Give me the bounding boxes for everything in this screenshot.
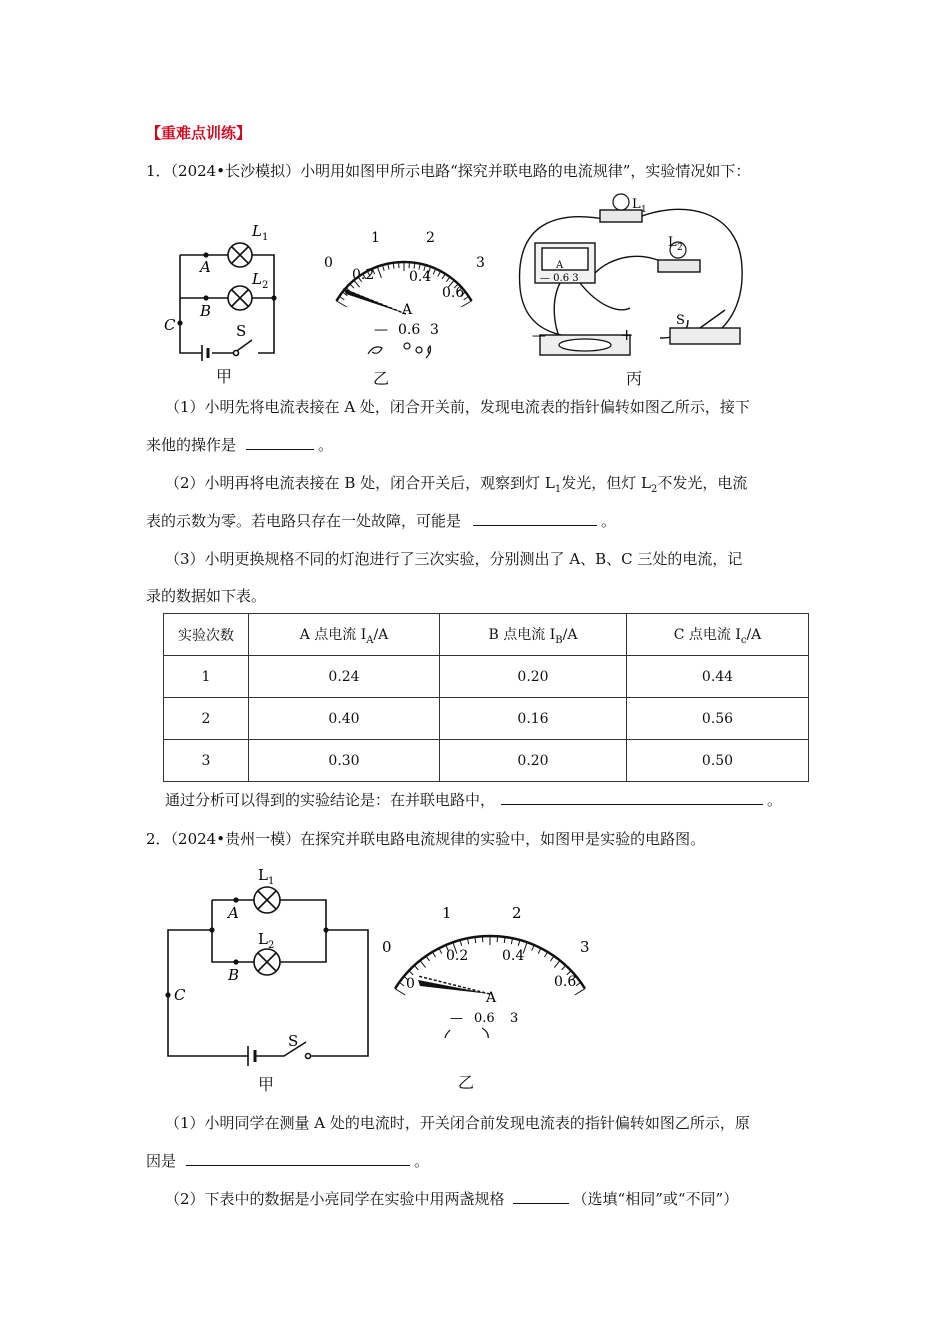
q1-tick-0: 0 xyxy=(324,255,333,271)
q1-photo-l1-sub: 1 xyxy=(641,205,647,215)
scale-tick xyxy=(350,284,354,288)
table-row xyxy=(164,656,809,698)
q2-sub1-line2: 因是 。 xyxy=(146,1152,430,1170)
q1-tick-04: 0.4 xyxy=(409,269,432,285)
q1-term-06: 0.6 xyxy=(398,322,421,338)
q2-stem: 2．（2024•贵州一模）在探究并联电路电流规律的实验中，如图甲是实验的电路图。 xyxy=(146,830,706,848)
q2-l1-sub: 1 xyxy=(268,876,275,887)
q2-sub2-line: （2）下表中的数据是小亮同学在实验中用两盏规格 （选填“相同”或“不同”） xyxy=(165,1190,739,1208)
table-cell: 0.20 xyxy=(440,656,627,698)
q1-l1-sub: 1 xyxy=(262,232,269,243)
q1-sub3-line1: （3）小明更换规格不同的灯泡进行了三次实验，分别测出了 A、B、C 三处的电流，记 xyxy=(165,550,743,568)
scale-tick xyxy=(562,965,566,969)
q2-node-c: C xyxy=(174,986,186,1004)
scale-tick xyxy=(446,277,450,282)
table-cell: 0.56 xyxy=(627,698,809,740)
q2-term-minus: — xyxy=(450,1011,463,1026)
scale-tick xyxy=(399,982,404,986)
q1-blank-2[interactable] xyxy=(473,510,597,526)
table-cell: 0.24 xyxy=(249,656,440,698)
q1-photo-l2: L xyxy=(668,235,677,250)
q1-sub1-line2: 来他的操作是 。 xyxy=(146,436,334,454)
table-cell: 0.50 xyxy=(627,740,809,782)
scale-tick xyxy=(395,989,405,995)
scale-tick xyxy=(461,301,471,307)
q1-blank-3[interactable] xyxy=(501,789,763,805)
q2-blank-2[interactable] xyxy=(513,1188,569,1204)
q2-tick-2: 2 xyxy=(512,904,522,922)
table-cell: 0.16 xyxy=(440,698,627,740)
q1-photo-scale: — 0.6 3 xyxy=(540,273,579,284)
scale-tick xyxy=(336,301,346,307)
q1-caption-jia: 甲 xyxy=(216,367,233,386)
q2-term-06: 0.6 xyxy=(474,1011,495,1026)
scale-tick xyxy=(420,961,426,968)
scale-tick xyxy=(554,961,560,968)
q2-tick-04: 0.4 xyxy=(502,948,525,964)
q1-node-a: A xyxy=(200,258,211,276)
scale-tick xyxy=(339,296,344,299)
q2-caption-jia: 甲 xyxy=(258,1075,275,1094)
scale-tick xyxy=(409,971,413,975)
q2-tick-1: 1 xyxy=(442,904,452,922)
q1-unit-a: A xyxy=(402,302,413,318)
q1-photo-switch: S xyxy=(676,313,685,328)
q1-photo-l2-sub: 2 xyxy=(677,243,683,253)
q1-l2-sub: 2 xyxy=(262,280,269,291)
q2-tick-0: 0 xyxy=(382,938,392,956)
q2-sub1-line1: （1）小明同学在测量 A 处的电流时，开关闭合前发现电流表的指针偏转如图乙所示，原 xyxy=(165,1114,750,1132)
scale-tick xyxy=(438,271,441,276)
q1-tick-2: 2 xyxy=(426,230,435,246)
q1-data-table xyxy=(163,613,809,782)
q2-tick-3: 3 xyxy=(580,938,590,956)
q2-node-b: B xyxy=(228,966,240,984)
q1-sub2-line2: 表的示数为零。若电路只存在一处故障，可能是 。 xyxy=(146,512,617,530)
scale-tick xyxy=(442,274,445,279)
q2-blank-1[interactable] xyxy=(186,1150,410,1166)
q1-l2-label: L xyxy=(252,270,262,288)
q1-sub3-line2: 录的数据如下表。 xyxy=(146,587,267,605)
q1-photo-l1: L xyxy=(632,197,641,212)
table-cell: 0.20 xyxy=(440,740,627,782)
q1-switch-label: S xyxy=(236,322,247,340)
scale-tick xyxy=(576,982,581,986)
q1-photo-minus: — xyxy=(532,328,546,344)
table-header-cell: A 点电流 $I_A/A$ xyxy=(249,614,440,656)
q1-sub1-line1: （1）小明先将电流表接在 A 处，闭合开关前，发现电流表的指针偏转如图乙所示，接下 xyxy=(165,398,750,416)
q2-l1-label: L xyxy=(258,866,268,884)
q1-tick-1: 1 xyxy=(371,230,380,246)
table-cell: 1 xyxy=(164,656,249,698)
scale-tick xyxy=(464,296,469,299)
scale-tick xyxy=(439,948,442,953)
q1-term-3: 3 xyxy=(430,322,439,338)
q2-circuit-diagram xyxy=(160,862,375,1067)
q2-tick-z0: 0 xyxy=(406,976,415,992)
q1-ammeter-dial xyxy=(316,222,491,367)
q1-tick-02: 0.2 xyxy=(352,267,375,283)
q1-term-minus: — xyxy=(374,322,388,338)
scale-tick xyxy=(544,952,547,957)
q2-ammeter-dial xyxy=(378,898,608,1038)
section-title: 【重难点训练】 xyxy=(146,124,252,142)
q1-tick-06: 0.6 xyxy=(442,285,465,301)
table-row xyxy=(164,740,809,782)
q1-caption-bing: 丙 xyxy=(626,369,643,388)
q2-tick-02: 0.2 xyxy=(446,948,469,964)
table-cell: 0.44 xyxy=(627,656,809,698)
scale-tick xyxy=(377,267,381,278)
table-cell: 0.40 xyxy=(249,698,440,740)
q2-term-3: 3 xyxy=(510,1011,519,1026)
q2-unit-a: A xyxy=(486,990,497,1006)
q1-photo-plus: + xyxy=(620,325,634,344)
table-header-cell: C 点电流 $I_c/A$ xyxy=(627,614,809,656)
q1-caption-yi: 乙 xyxy=(373,369,390,388)
scale-tick xyxy=(575,989,585,995)
table-cell: 3 xyxy=(164,740,249,782)
q2-caption-yi: 乙 xyxy=(458,1073,475,1092)
q1-node-b: B xyxy=(200,302,212,320)
q1-physical-circuit xyxy=(510,188,760,378)
q1-sub2-line1: （2）小明再将电流表接在 B 处，闭合开关后，观察到灯 $L_1$发光，但灯 $L_2$不发光，电流 xyxy=(165,474,748,495)
q1-conclusion: 通过分析可以得到的实验结论是：在并联电路中， 。 xyxy=(165,791,783,809)
table-header-row xyxy=(164,614,809,656)
q1-l1-label: L xyxy=(252,222,262,240)
table-header-cell: B 点电流 $I_B/A$ xyxy=(440,614,627,656)
q1-stem: 1．（2024•长沙模拟）小明用如图甲所示电路“探究并联电路的电流规律”，实验情况如下： xyxy=(146,162,751,180)
scale-tick xyxy=(532,945,534,951)
q1-node-c: C xyxy=(164,316,176,334)
q1-blank-1[interactable] xyxy=(246,434,314,450)
q1-photo-unit: A xyxy=(556,260,564,271)
scale-tick xyxy=(414,965,418,969)
scale-tick xyxy=(550,956,553,961)
scale-tick xyxy=(433,269,435,274)
q2-node-a: A xyxy=(228,904,239,922)
table-header-cell: 实验次数 xyxy=(164,614,249,656)
q2-tick-06: 0.6 xyxy=(554,974,577,990)
scale-tick xyxy=(538,948,541,953)
q1-tick-3: 3 xyxy=(476,255,485,271)
q2-switch-label: S xyxy=(288,1032,299,1050)
scale-tick xyxy=(432,952,435,957)
table-cell: 0.30 xyxy=(249,740,440,782)
table-row xyxy=(164,698,809,740)
q2-l2-sub: 2 xyxy=(268,940,275,951)
scale-tick xyxy=(426,956,429,961)
q2-l2-label: L xyxy=(258,930,268,948)
table-cell: 2 xyxy=(164,698,249,740)
q1-circuit-diagram xyxy=(160,218,290,363)
